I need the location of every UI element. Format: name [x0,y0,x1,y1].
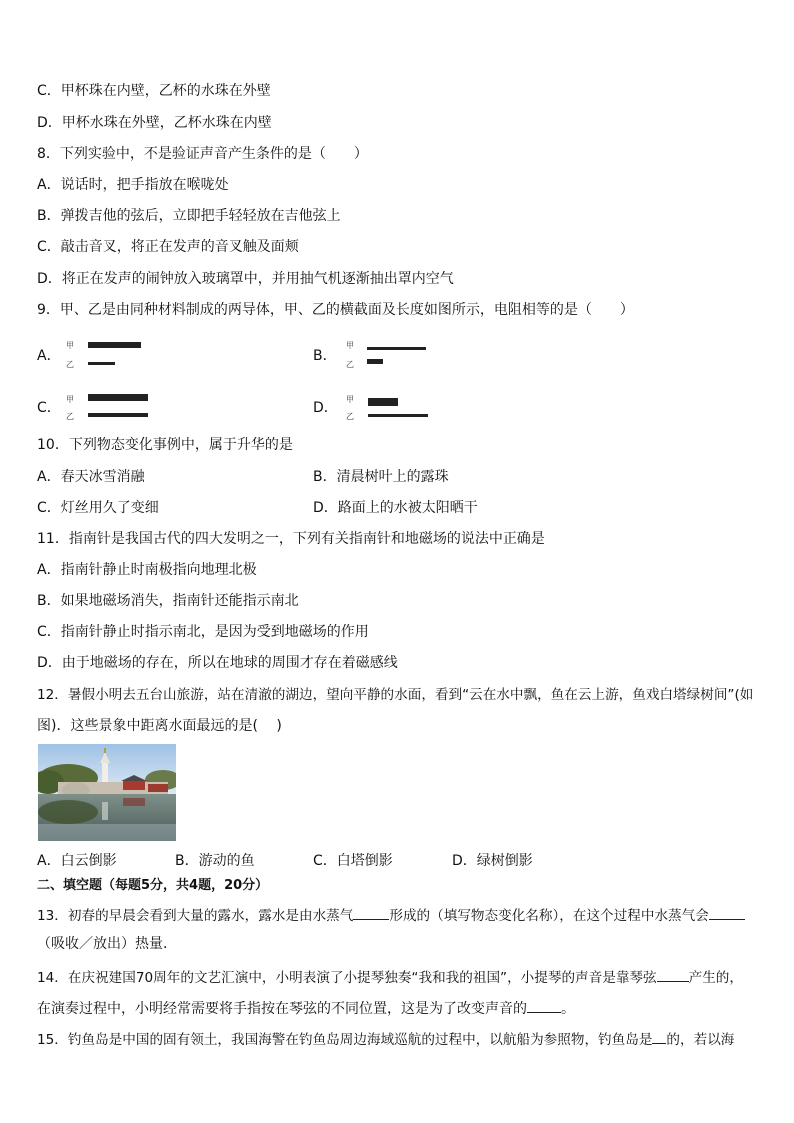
q11-option-a: A．指南针静止时南极指向地理北极 [37,562,257,578]
q14-text-2: 产生的， [688,970,743,986]
q13-text-2: 形成的（填写物态变化名称），在这个过程中水蒸气会 [389,908,709,924]
conductor-jia [367,347,426,350]
yi-label: 乙 [346,360,354,369]
q13-text-1: 13．初春的早晨会看到大量的露水，露水是由水蒸气 [37,908,354,924]
q12-option-b: B．游动的鱼 [175,853,255,869]
q8-option-a: A．说话时，把手指放在喉咙处 [37,177,229,193]
jia-label: 甲 [346,341,354,350]
q14-blank-1 [657,967,689,982]
q11-option-c: C．指南针静止时指示南北，是因为受到地磁场的作用 [37,624,369,640]
q15-blank-1 [652,1029,666,1044]
q8-option-d: D．将正在发声的闹钟放入玻璃罩中，并用抽气机逐渐抽出罩内空气 [37,271,454,287]
conductor-yi [88,362,115,365]
q8-stem: 8．下列实验中，不是验证声音产生条件的是（ ） [37,146,368,162]
q14-blank-2 [527,998,561,1013]
q9-option-b-label: B． [313,348,337,364]
q14-line1 [37,967,743,987]
q10-option-a: A．春天冰雪消融 [37,469,145,485]
q7-option-c: C．甲杯珠在内壁，乙杯的水珠在外壁 [37,83,271,99]
q15-text-2: 的，若以海 [666,1032,735,1048]
conductor-jia [88,342,141,348]
conductor-yi [368,414,428,417]
q10-stem: 10．下列物态变化事例中，属于升华的是 [37,437,293,453]
q15-line1 [37,1029,734,1049]
q9-option-a-label: A． [37,348,61,364]
jia-label: 甲 [66,341,74,350]
yi-label: 乙 [66,360,74,369]
conductor-yi [88,413,148,417]
section-2-title: 二、填空题（每题5分，共4题，20分） [37,878,269,893]
q14-text-1: 14．在庆祝建国70周年的文艺汇演中，小明表演了小提琴独奏“我和我的祖国”，小提琴的声音是靠琴弦 [37,970,657,986]
q10-option-b: B．清晨树叶上的露珠 [313,469,449,485]
q13-blank-1 [353,905,389,920]
q7-option-d: D．甲杯水珠在外壁，乙杯水珠在内壁 [37,115,272,131]
yi-label: 乙 [346,412,354,421]
q13-blank-2 [709,905,745,920]
q12-option-c: C．白塔倒影 [313,853,393,869]
q13-line1 [37,905,745,925]
q15-text-1: 15．钓鱼岛是中国的固有领土，我国海警在钓鱼岛周边海域巡航的过程中，以航船为参照物，钓鱼岛是 [37,1032,653,1048]
conductor-yi [367,359,383,364]
lake-pagoda-photo [38,744,176,841]
q11-option-b: B．如果地磁场消失，指南针还能指示南北 [37,593,299,609]
jia-label: 甲 [346,395,354,404]
q11-option-d: D．由于地磁场的存在，所以在地球的周围才存在着磁感线 [37,655,398,671]
q10-option-d: D．路面上的水被太阳晒干 [313,500,478,516]
q12-option-d: D．绿树倒影 [452,853,533,869]
q12-option-a: A．白云倒影 [37,853,117,869]
q9-option-c-label: C． [37,400,61,416]
q9-option-d-label: D． [313,400,338,416]
conductor-jia [368,398,398,406]
q13-line2: （吸收／放出）热量． [37,936,177,952]
q14-line2 [37,998,575,1018]
yi-label: 乙 [66,412,74,421]
jia-label: 甲 [66,395,74,404]
q11-stem: 11．指南针是我国古代的四大发明之一，下列有关指南针和地磁场的说法中正确是 [37,531,545,547]
q8-option-b: B．弹拨吉他的弦后，立即把手轻轻放在吉他弦上 [37,208,341,224]
q14-text-3: 在演奏过程中，小明经常需要将手指按在琴弦的不同位置，这是为了改变声音的 [37,1001,527,1017]
q12-stem-line2: 图)．这些景象中距离水面最远的是( ) [37,718,282,734]
q12-stem-line1: 12．暑假小明去五台山旅游，站在清澈的湖边，望向平静的水面，看到“云在水中飘，鱼在云上游，鱼戏白塔绿树间”(如 [37,687,754,703]
q9-stem: 9．甲、乙是由同种材料制成的两导体，甲、乙的横截面及长度如图所示，电阻相等的是（ ） [37,302,634,318]
q8-option-c: C．敲击音叉，将正在发声的音叉触及面颊 [37,239,299,255]
conductor-jia [88,394,148,401]
q14-text-4: 。 [561,1001,575,1017]
q10-option-c: C．灯丝用久了变细 [37,500,159,516]
